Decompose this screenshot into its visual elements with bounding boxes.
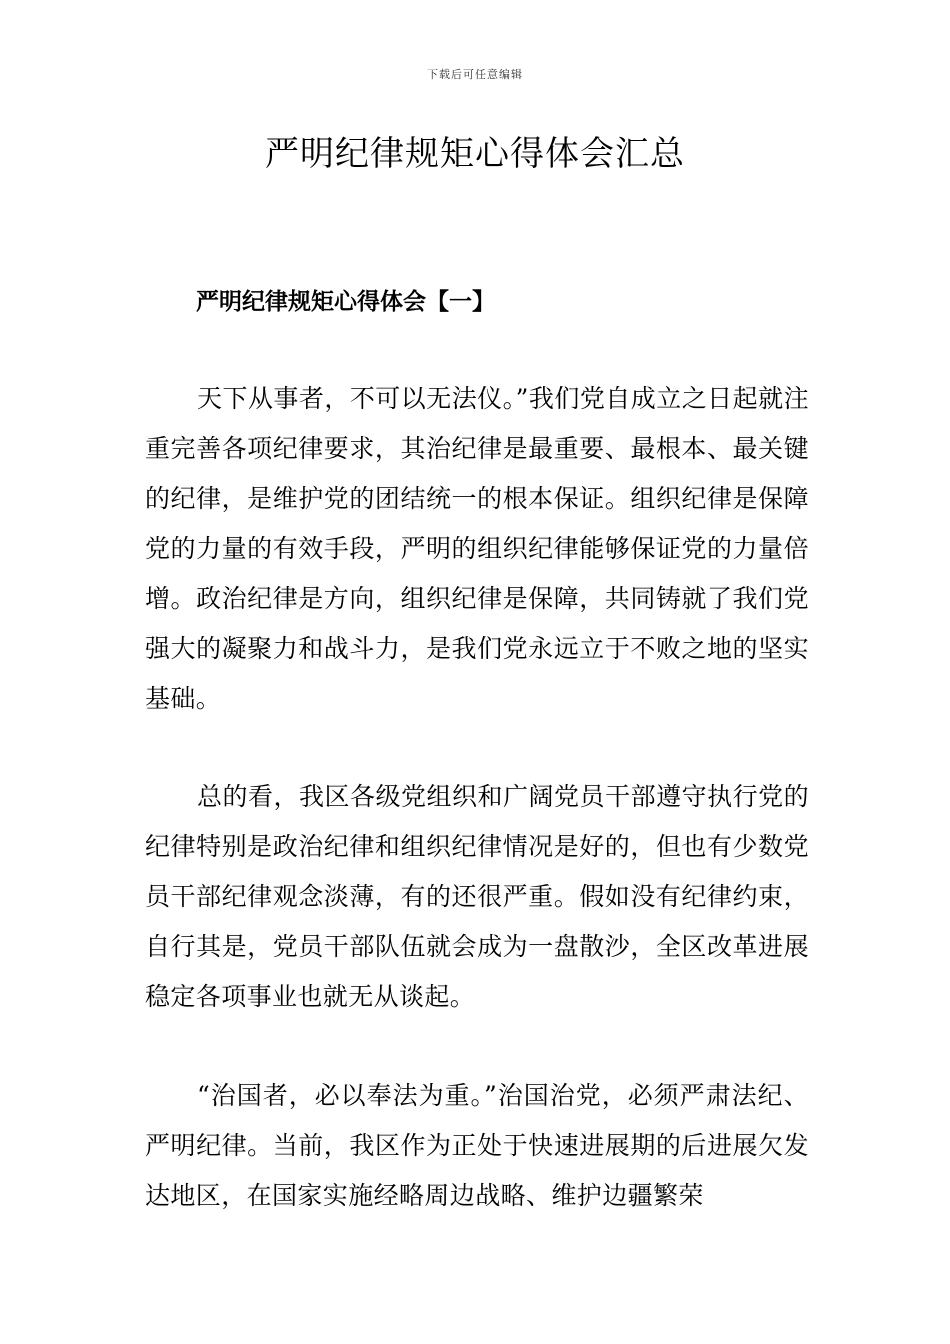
body-paragraph-3: “治国者，必以奉法为重。”治国治党，必须严肃法纪、严明纪律。当前，我区作为正处于快速进展期的后进展欠发达地区，在国家实施经略周边战略、维护边疆繁荣 xyxy=(145,1081,809,1210)
header-note: 下载后可任意编辑 xyxy=(427,68,523,81)
body-paragraph-1: 天下从事者，不可以无法仪。”我们党自成立之日起就注重完善各项纪律要求，其治纪律是最重要、最根本、最关键的纪律，是维护党的团结统一的根本保证。组织纪律是保障党的力量的有效手段，严明的组织纪律能够保证党的力量倍增。政治纪律是方向，组织纪律是保障，共同铸就了我们党强大的凝聚力和战斗力，是我们党永远立于不败之地的坚实基础。 xyxy=(145,384,809,713)
body-paragraph-2: 总的看，我区各级党组织和广阔党员干部遵守执行党的纪律特别是政治纪律和组织纪律情况是好的，但也有少数党员干部纪律观念淡薄，有的还很严重。假如没有纪律约束，自行其是，党员干部队伍就会成为一盘散沙，全区改革进展稳定各项事业也就无从谈起。 xyxy=(145,782,809,1011)
document-title: 严明纪律规矩心得体会汇总 xyxy=(265,134,685,174)
section-heading: 严明纪律规矩心得体会【一】 xyxy=(196,288,495,315)
